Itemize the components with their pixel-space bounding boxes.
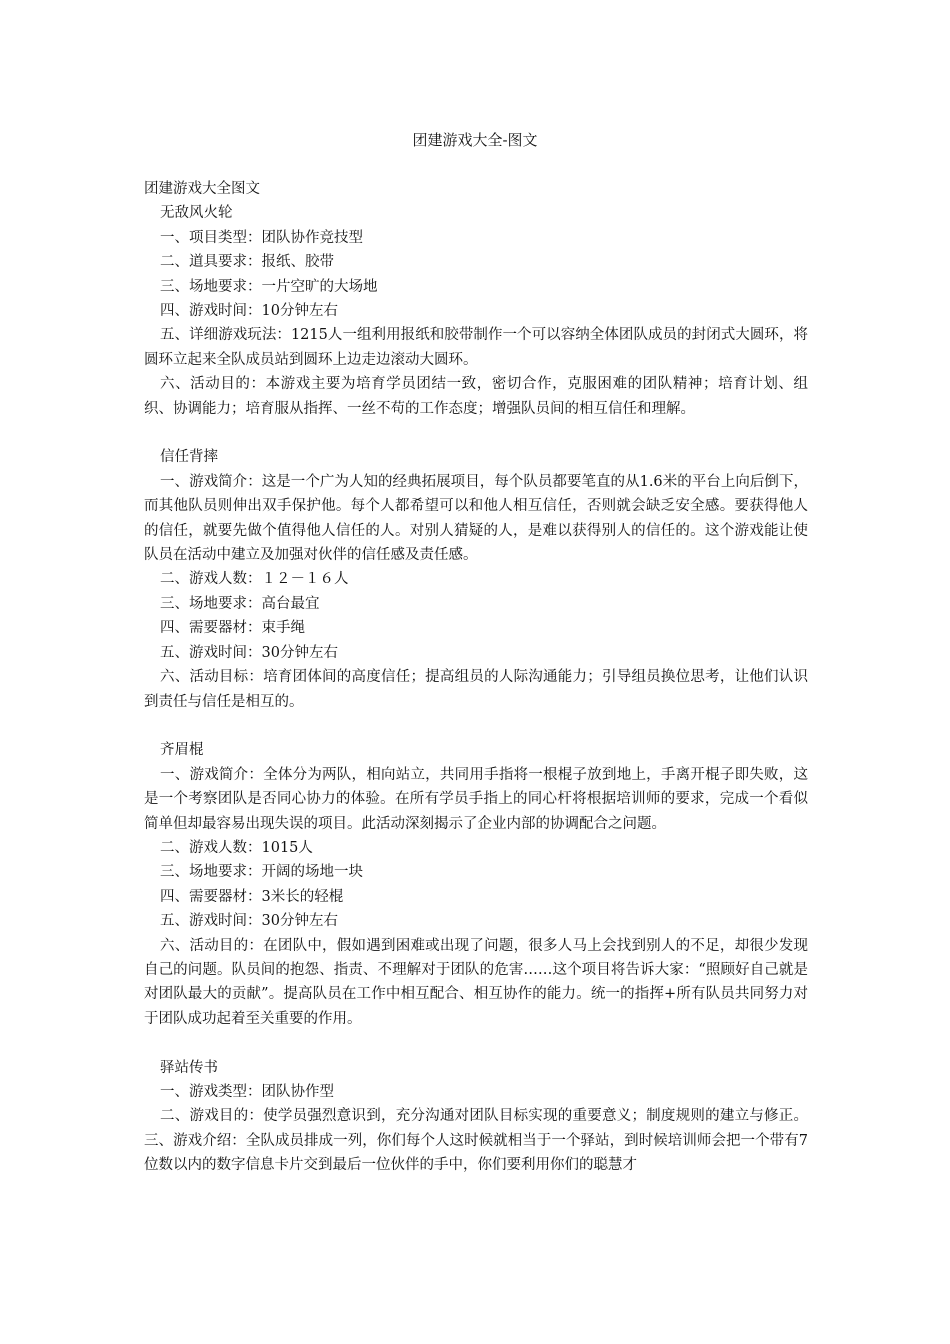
paragraph: 六、活动目的：本游戏主要为培育学员团结一致，密切合作，克服困难的团队精神；培育计划、组织、协调能力；培育服从指挥、一丝不苟的工作态度；增强队员间的相互信任和理解。	[144, 376, 808, 417]
paragraph: 五、详细游戏玩法：1215人一组利用报纸和胶带制作一个可以容纳全体团队成员的封闭式大圆环，将圆环立起来全队成员站到圆环上边走边滚动大圆环。	[144, 327, 808, 368]
paragraph: 三、场地要求：开阔的场地一块	[160, 864, 363, 881]
document-body	[144, 177, 808, 1178]
paragraph: 二、游戏人数：1015人	[160, 839, 313, 856]
paragraph: 六、活动目标：培育团体间的高度信任；提高组员的人际沟通能力；引导组员换位思考，让他们认识到责任与信任是相互的。	[144, 669, 808, 710]
section-spacer	[144, 1031, 808, 1055]
paragraph: 二、道具要求：报纸、胶带	[160, 254, 334, 271]
paragraph: 三、场地要求：一片空旷的大场地	[160, 278, 378, 295]
paragraph: 一、游戏简介：全体分为两队，相向站立，共同用手指将一根棍子放到地上，手离开棍子即失败，这是一个考察团队是否同心协力的体验。在所有学员手指上的同心杆将根据培训师的要求，完成一个看似简单但却最容易出现失误的项目。此活动深刻揭示了企业内部的协调配合之问题。	[144, 766, 808, 832]
paragraph: 一、游戏简介：这是一个广为人知的经典拓展项目，每个队员都要笔直的从1.6米的平台上向后倒下，而其他队员则伸出双手保护他。每个人都希望可以和他人相互信任，否则就会缺乏安全感。要获得他人的信任，就要先做个值得他人信任的人。对别人猜疑的人，是难以获得别人的信任的。这个游戏能让使队员在活动中建立及加强对伙伴的信任感及责任感。	[144, 473, 808, 564]
paragraph: 六、活动目的：在团队中，假如遇到困难或出现了问题，很多人马上会找到别人的不足，却很少发现自己的问题。队员间的抱怨、指责、不理解对于团队的危害……这个项目将告诉大家：“照顾好自己就是对团队最大的贡献”。提高队员在工作中相互配合、相互协作的能力。统一的指挥+所有队员共同努力对于团队成功起着至关重要的作用。	[144, 937, 808, 1027]
section-spacer	[144, 421, 808, 445]
document-heading: 团建游戏大全图文	[144, 181, 260, 197]
paragraph: 一、项目类型：团队协作竞技型	[160, 229, 363, 246]
paragraph: 五、游戏时间：30分钟左右	[160, 644, 338, 661]
paragraph: 三、场地要求：高台最宜	[160, 595, 320, 612]
section-spacer	[144, 714, 808, 738]
paragraph: 四、游戏时间：10分钟左右	[160, 303, 338, 320]
paragraph: 二、游戏人数：１２－１６人	[160, 571, 349, 588]
paragraph: 四、需要器材：束手绳	[160, 620, 305, 637]
paragraph: 五、游戏时间：30分钟左右	[160, 913, 338, 930]
section-title: 驿站传书	[160, 1059, 218, 1076]
paragraph: 二、游戏目的：使学员强烈意识到，充分沟通对团队目标实现的重要意义；制度规则的建立与修正。三、游戏介绍：全队成员排成一列，你们每个人这时候就相当于一个驿站，到时候培训师会把一个带有7位数以内的数字信息卡片交到最后一位伙伴的手中，你们要利用你们的聪慧才	[144, 1108, 808, 1174]
section-title: 信任背摔	[160, 449, 218, 466]
document-title: 团建游戏大全-图文	[412, 131, 538, 149]
paragraph: 四、需要器材：3米长的轻棍	[160, 888, 344, 905]
section-title: 齐眉棍	[160, 742, 204, 759]
paragraph: 一、游戏类型：团队协作型	[160, 1083, 334, 1100]
section-title: 无敌风火轮	[160, 205, 233, 222]
